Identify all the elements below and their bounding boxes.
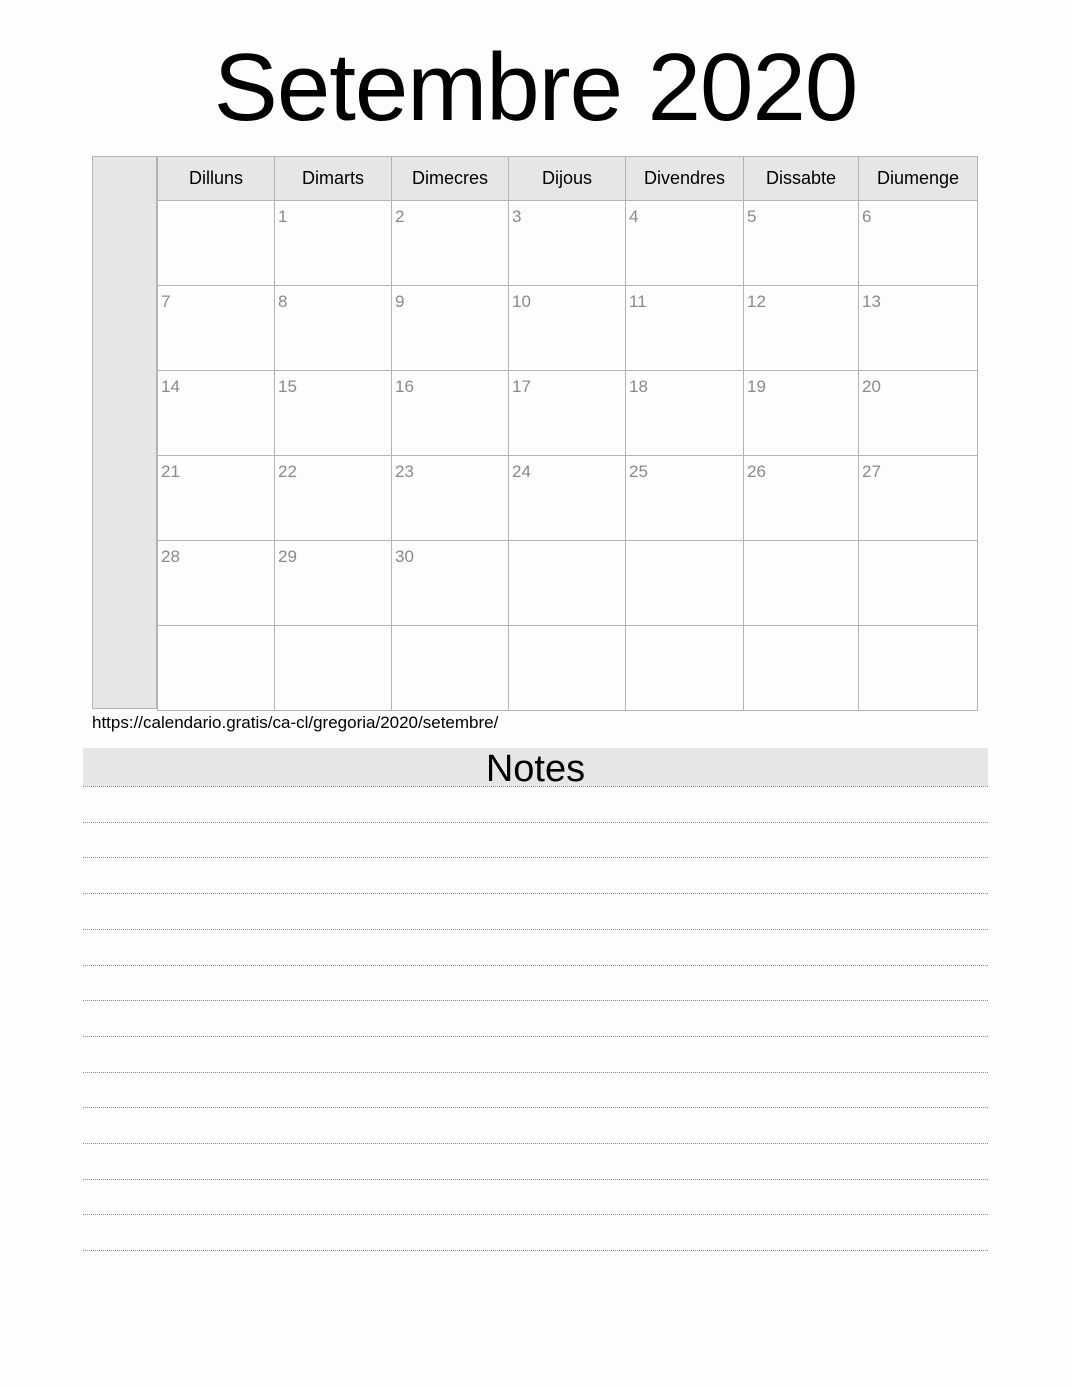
- note-line: [83, 786, 988, 787]
- day-cell: [275, 371, 392, 456]
- notes-header: Notes: [83, 748, 988, 786]
- day-cell: [626, 626, 744, 711]
- day-cell: [509, 541, 626, 626]
- day-number: 13: [862, 292, 881, 311]
- note-line: [83, 1143, 988, 1144]
- day-number: 27: [862, 462, 881, 481]
- day-number: 25: [629, 462, 648, 481]
- day-number: 12: [747, 292, 766, 311]
- note-line: [83, 965, 988, 966]
- day-cell: [626, 201, 744, 286]
- day-number: 21: [161, 462, 180, 481]
- day-number: 3: [512, 207, 522, 226]
- day-cell: [626, 371, 744, 456]
- day-cell: [509, 626, 626, 711]
- day-cell: [626, 456, 744, 541]
- day-number: [626, 626, 743, 632]
- day-number: 8: [278, 292, 288, 311]
- day-cell: [158, 626, 275, 711]
- day-number: 6: [862, 207, 872, 226]
- calendar-grid: [157, 156, 977, 710]
- month-calendar: [92, 156, 977, 710]
- weekday-header: Dimarts: [275, 157, 392, 201]
- day-number: [859, 626, 977, 632]
- day-cell: [859, 626, 978, 711]
- day-cell: [158, 456, 275, 541]
- day-cell: [626, 286, 744, 371]
- week-row: [158, 371, 978, 456]
- day-number: 18: [629, 377, 648, 396]
- note-line: [83, 1072, 988, 1073]
- day-number: 24: [512, 462, 531, 481]
- day-cell: [275, 541, 392, 626]
- note-line: [83, 893, 988, 894]
- note-line: [83, 1250, 988, 1251]
- day-number: [158, 201, 274, 207]
- month-table: [157, 156, 978, 711]
- day-cell: [158, 541, 275, 626]
- day-cell: [859, 201, 978, 286]
- day-number: [392, 626, 508, 632]
- day-cell: [859, 456, 978, 541]
- day-cell: [158, 201, 275, 286]
- day-number: [509, 541, 625, 547]
- day-number: 28: [161, 547, 180, 566]
- day-number: 11: [629, 292, 647, 311]
- day-number: 26: [747, 462, 766, 481]
- day-number: 16: [395, 377, 414, 396]
- weekday-header: Dijous: [509, 157, 626, 201]
- day-cell: [392, 371, 509, 456]
- week-row: [158, 286, 978, 371]
- day-number: 15: [278, 377, 297, 396]
- day-cell: [744, 201, 859, 286]
- day-cell: [744, 541, 859, 626]
- day-number: [859, 541, 977, 547]
- day-number: [744, 626, 858, 632]
- calendar-title: Setembre 2020: [213, 34, 858, 141]
- day-number: 30: [395, 547, 414, 566]
- weekday-header: Divendres: [626, 157, 744, 201]
- source-url: https://calendario.gratis/ca-cl/gregoria/2020/setembre/: [92, 713, 499, 732]
- day-cell: [392, 626, 509, 711]
- day-cell: [392, 286, 509, 371]
- note-line: [83, 1214, 988, 1215]
- note-line: [83, 1107, 988, 1108]
- day-cell: [158, 286, 275, 371]
- day-number: 7: [161, 292, 171, 311]
- week-number-column: [92, 156, 157, 709]
- weekday-header: Diumenge: [859, 157, 978, 201]
- day-cell: [275, 456, 392, 541]
- weekday-header: Dissabte: [744, 157, 859, 201]
- day-number: 5: [747, 207, 757, 226]
- note-line: [83, 1179, 988, 1180]
- day-cell: [859, 541, 978, 626]
- day-cell: [275, 201, 392, 286]
- day-number: 14: [161, 377, 180, 396]
- note-line: [83, 929, 988, 930]
- day-cell: [275, 286, 392, 371]
- day-number: [509, 626, 625, 632]
- day-cell: [744, 626, 859, 711]
- day-number: [626, 541, 743, 547]
- day-number: 1: [278, 207, 288, 226]
- note-line: [83, 857, 988, 858]
- day-cell: [392, 541, 509, 626]
- day-cell: [392, 456, 509, 541]
- day-cell: [392, 201, 509, 286]
- week-row: [158, 541, 978, 626]
- day-number: [275, 626, 391, 632]
- day-number: 19: [747, 377, 766, 396]
- day-cell: [744, 286, 859, 371]
- note-line: [83, 1036, 988, 1037]
- day-number: [744, 541, 858, 547]
- day-number: 10: [512, 292, 531, 311]
- day-number: [158, 626, 274, 632]
- day-cell: [859, 286, 978, 371]
- day-number: 17: [512, 377, 531, 396]
- day-number: 29: [278, 547, 297, 566]
- day-number: 4: [629, 207, 639, 226]
- day-cell: [509, 286, 626, 371]
- day-number: 23: [395, 462, 414, 481]
- day-cell: [509, 371, 626, 456]
- week-row: [158, 626, 978, 711]
- week-row: [158, 456, 978, 541]
- day-number: 2: [395, 207, 405, 226]
- weekday-header: Dimecres: [392, 157, 509, 201]
- day-cell: [509, 201, 626, 286]
- day-cell: [744, 371, 859, 456]
- weekday-header-row: [158, 157, 978, 201]
- day-cell: [859, 371, 978, 456]
- day-cell: [744, 456, 859, 541]
- day-number: 20: [862, 377, 881, 396]
- day-cell: [158, 371, 275, 456]
- week-row: [158, 201, 978, 286]
- day-number: 9: [395, 292, 405, 311]
- weekday-header: Dilluns: [158, 157, 275, 201]
- note-line: [83, 1000, 988, 1001]
- day-cell: [626, 541, 744, 626]
- day-number: 22: [278, 462, 297, 481]
- note-line: [83, 822, 988, 823]
- day-cell: [509, 456, 626, 541]
- day-cell: [275, 626, 392, 711]
